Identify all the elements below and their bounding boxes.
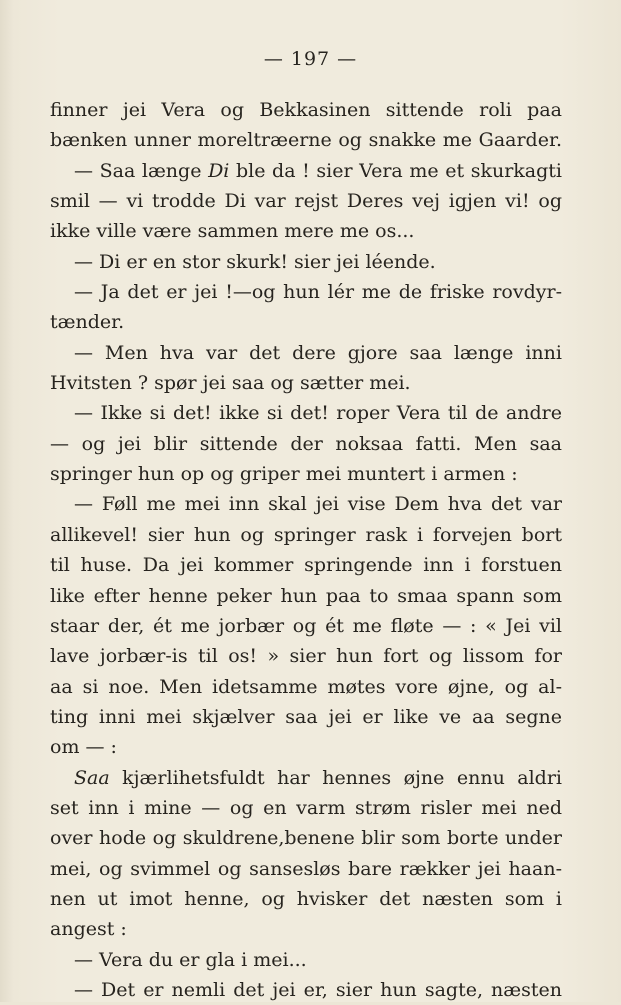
text-line: angest : — [50, 918, 127, 941]
text-line: — Føll me mei inn skal jei vise Dem hva det var — [74, 493, 562, 516]
body-text — [50, 95, 562, 1005]
text-line-content: kjærlihetsfuldt har hennes øjne ennu aldri — [122, 766, 562, 789]
text-line: tænder. — [50, 311, 125, 334]
text-line: aa si noe. Men idetsamme møtes vore øjne, og al- — [50, 675, 562, 698]
text-line: allikevel! sier hun og springer rask i forvejen bort — [50, 523, 562, 546]
text-line: — Det er nemli det jei er, sier hun sagte, næsten — [74, 978, 562, 1001]
text-line: like efter henne peker hun paa to smaa spann som — [50, 584, 562, 607]
text-line: til huse. Da jei kommer springende inn i forstuen — [50, 554, 562, 577]
text-line: — og jei blir sittende der noksaa fatti. Men saa — [50, 432, 562, 455]
text-line: Hvitsten ? spør jei saa og sætter mei. — [50, 372, 411, 395]
page-number: — 197 — — [263, 48, 358, 70]
text-line: — Di er en stor skurk! sier jei léende. — [74, 250, 436, 273]
text-line: set inn i mine — og en varm strøm risler mei ned — [50, 796, 562, 819]
text-line: lave jorbær-is til os! » sier hun fort og lissom for — [50, 645, 562, 668]
italic-word: Di — [208, 159, 230, 182]
text-line: — Vera du er gla i mei... — [74, 948, 307, 971]
italic-lead-word: Saa — [74, 766, 110, 789]
text-line: ting inni mei skjælver saa jei er like ve aa segne — [50, 705, 562, 728]
text-line: bænken unner moreltræerne og snakke me Gaarder. — [50, 129, 562, 152]
text-line: om — : — [50, 736, 117, 759]
text-line: springer hun op og griper mei muntert i armen : — [50, 463, 518, 486]
text-line: staar der, ét me jorbær og ét me fløte — : « Jei vil — [50, 614, 562, 637]
text-line: smil — vi trodde Di var rejst Deres vej igjen vi! og — [50, 190, 562, 213]
text-line: — Men hva var det dere gjore saa længe inni — [74, 341, 562, 364]
text-line — [50, 763, 562, 793]
text-line: — Saa længe Di ble da ! sier Vera me et skurkagti — [74, 159, 562, 182]
text-line: finner jei Vera og Bekkasinen sittende roli paa — [50, 99, 562, 121]
text-line: nen ut imot henne, og hvisker det næsten som i — [50, 887, 562, 910]
text-line: — Ikke si det! ikke si det! roper Vera til de andre — [74, 402, 562, 425]
text-line: — Ja det er jei !—og hun lér me de friske rovdyr- — [74, 281, 562, 304]
text-line: ikke ville være sammen mere me os... — [50, 220, 415, 243]
text-line: over hode og skuldrene,benene blir som borte under — [50, 827, 562, 850]
text-line: mei, og svimmel og sansesløs bare rækker jei haan- — [50, 857, 562, 880]
